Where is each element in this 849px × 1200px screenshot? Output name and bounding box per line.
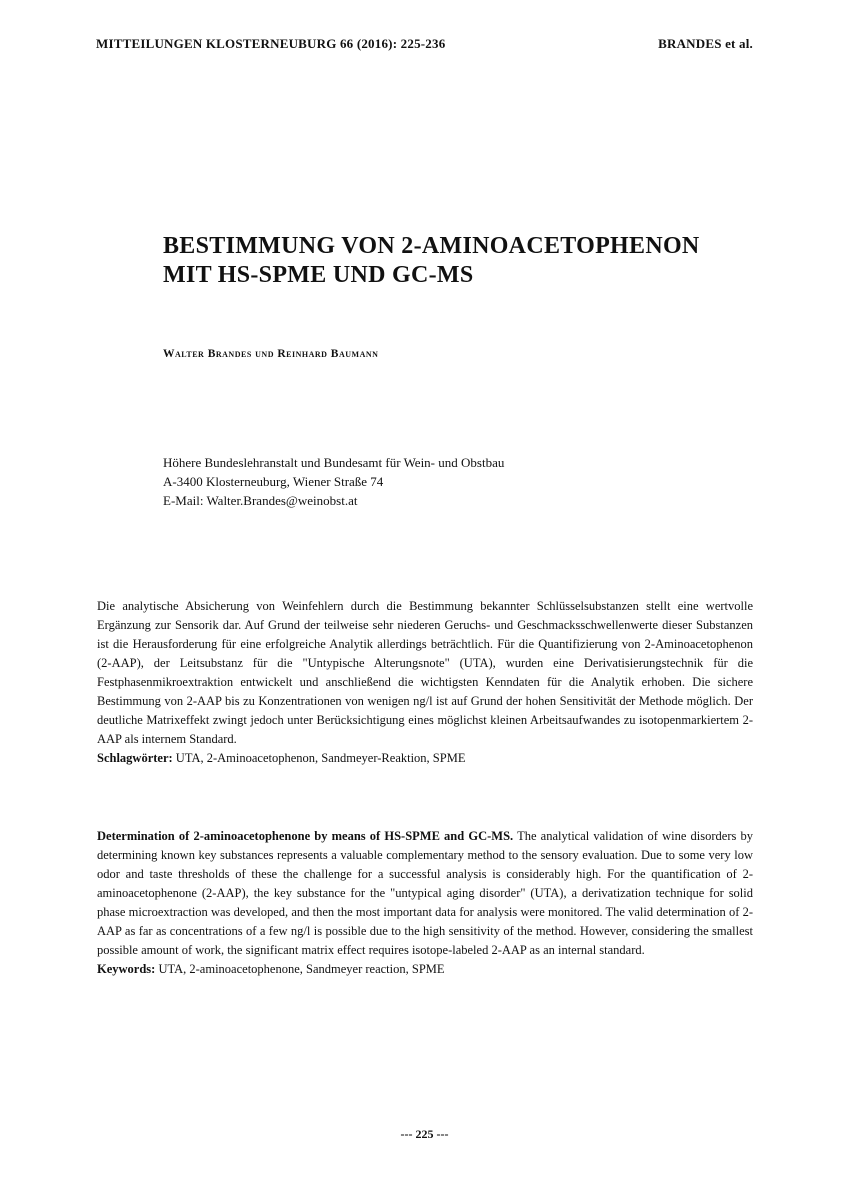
author-list [163,348,378,360]
running-header [96,36,753,52]
keywords-english [97,960,753,979]
abstract-english-body: The analytical validation of wine disorders by determining known key substances represents a valuable complementary method to the sensory evaluation. Due to some very low odor and taste thresholds of these the challenge for a successful analysis is considerably high. For the quantification of 2-aminoacetophenone (2-AAP), the key substance for the "untypical aging disorder" (UTA), a derivatization technique for solid phase microextraction was developed, and then the most important data for analysis were monitored. The valid determination of 2-AAP as far as concentrations of a few ng/l is possible due to the high sensitivity of the method. However, considering the smallest possible amount of work, the significant matrix effect requires isotope-labeled 2-AAP as an internal standard. [97,829,753,957]
affiliation-email: E-Mail: Walter.Brandes@weinobst.at [163,493,358,508]
keywords-english-label: Keywords: [97,962,156,976]
title-line-1: BESTIMMUNG VON 2-AMINOACETOPHENON [163,233,700,259]
affiliation-address: A-3400 Klosterneuburg, Wiener Straße 74 [163,474,384,489]
article-title [163,232,763,290]
affiliation-institution: Höhere Bundeslehranstalt und Bundesamt für Wein- und Obstbau [163,455,505,470]
title-line-2: MIT HS-SPME UND GC-MS [163,262,474,288]
affiliation-block [163,453,504,510]
page-number: --- 225 --- [400,1127,449,1141]
keywords-german [97,749,753,768]
abstract-english-text [97,827,753,960]
running-authors: BRANDES et al. [658,36,753,51]
abstract-german-text: Die analytische Absicherung von Weinfehlern durch die Bestimmung bekannter Schlüsselsubstanzen stellt eine wertvolle Ergänzung zur Sensorik dar. Auf Grund der teilweise sehr niederen Geruchs- und Geschmacksschwellenwerte dieser Substanzen ist die Herausforderung für eine erfolgreiche Analytik allerdings beträchtlich. Für die Quantifizierung von 2-Aminoacetophenon (2-AAP), der Leitsubstanz für die "Untypische Alterungsnote" (UTA), wurden eine Derivatisierungstechnik für die Festphasenmikroextraktion entwickelt und anschließend die wichtigsten Kenndaten für die Analytik erhoben. Die sichere Bestimmung von 2-AAP bis zu Konzentrationen von wenigen ng/l ist auf Grund der hohen Sensitivität der Methode möglich. Der deutliche Matrixeffekt zwingt jedoch unter Berücksichtigung eines möglichst kleinen Arbeitsaufwandes zu isotopenmarkiertem 2-AAP als internem Standard. [97,599,753,746]
abstract-english-lead: Determination of 2-aminoacetophenone by means of HS-SPME and GC-MS. [97,829,514,843]
keywords-german-values: UTA, 2-Aminoacetophenon, Sandmeyer-Reaktion, SPME [172,751,466,765]
journal-citation: MITTEILUNGEN KLOSTERNEUBURG 66 (2016): 225-236 [96,36,446,51]
author-names: Walter Brandes und Reinhard Baumann [163,348,379,360]
keywords-english-values: UTA, 2-aminoacetophenone, Sandmeyer reaction, SPME [155,962,445,976]
keywords-german-label: Schlagwörter: [97,751,173,765]
abstract-english [97,827,753,979]
abstract-german [97,597,753,768]
